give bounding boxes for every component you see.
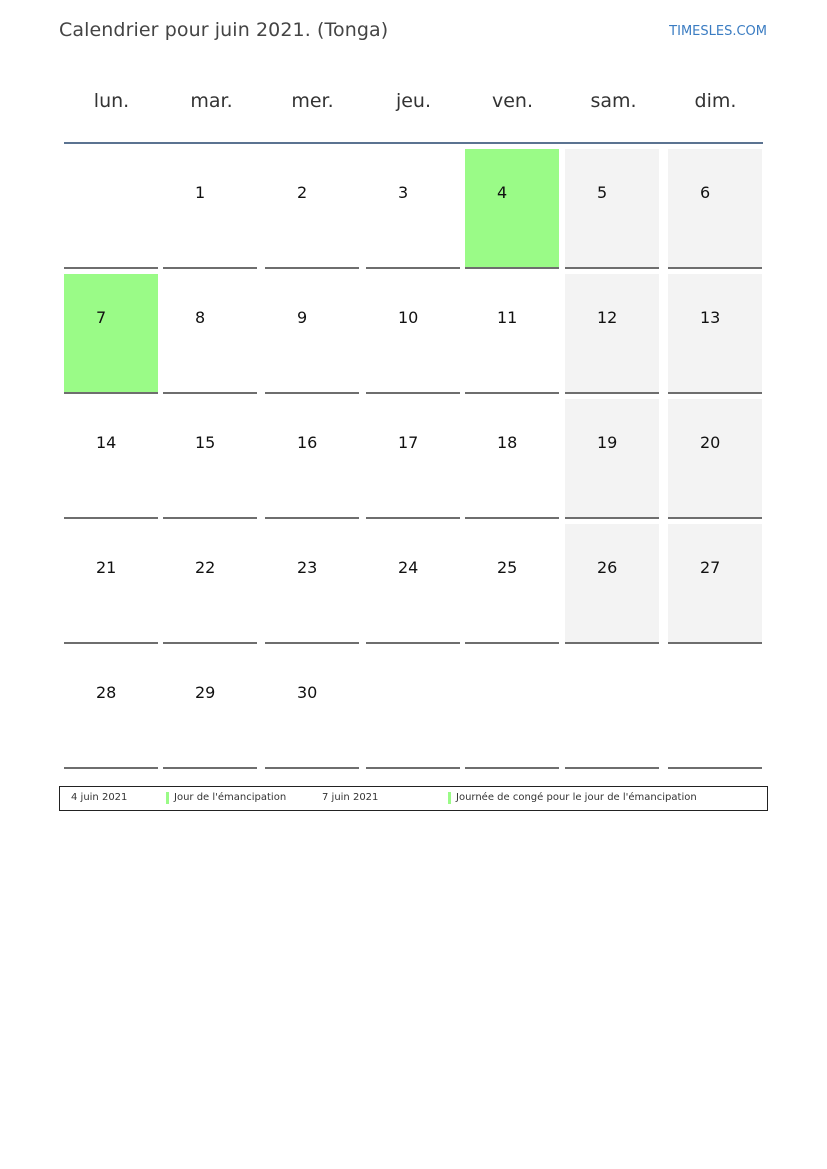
holiday-marker	[448, 792, 451, 804]
cell-divider	[163, 517, 257, 519]
day-number: 25	[497, 558, 518, 577]
cell-divider	[163, 267, 257, 269]
day-number: 20	[700, 433, 721, 452]
day-cell[interactable]	[265, 524, 359, 644]
weekday-label: mar.	[190, 90, 233, 112]
legend-holiday-name: Journée de congé pour le jour de l'émancipation	[456, 792, 697, 803]
legend-holiday-name: Jour de l'émancipation	[174, 792, 287, 803]
day-cell[interactable]	[465, 399, 559, 519]
day-number: 12	[597, 308, 618, 327]
day-cell[interactable]	[265, 274, 359, 394]
day-cell[interactable]	[565, 274, 659, 394]
day-number: 30	[297, 683, 318, 702]
day-cell[interactable]	[465, 524, 559, 644]
day-cell[interactable]	[565, 399, 659, 519]
day-cell[interactable]	[366, 274, 460, 394]
cell-divider	[366, 517, 460, 519]
day-cell[interactable]	[163, 399, 257, 519]
cell-divider	[668, 642, 762, 644]
weekday-label: dim.	[694, 90, 737, 112]
header-divider	[64, 142, 763, 144]
cell-divider	[565, 267, 659, 269]
day-cell[interactable]	[163, 149, 257, 269]
day-cell[interactable]	[366, 524, 460, 644]
cell-divider	[265, 267, 359, 269]
day-cell[interactable]	[668, 399, 762, 519]
empty-day-cell	[465, 649, 559, 769]
cell-divider	[668, 392, 762, 394]
day-number: 14	[96, 433, 117, 452]
cell-divider	[565, 642, 659, 644]
day-number: 15	[195, 433, 216, 452]
day-number: 29	[195, 683, 216, 702]
day-number: 3	[398, 183, 409, 202]
cell-divider	[668, 767, 762, 769]
day-number: 28	[96, 683, 117, 702]
day-number: 17	[398, 433, 419, 452]
day-number: 18	[497, 433, 518, 452]
cell-divider	[64, 642, 158, 644]
day-cell[interactable]	[163, 274, 257, 394]
day-number: 7	[96, 308, 107, 327]
day-number: 22	[195, 558, 216, 577]
day-number: 21	[96, 558, 117, 577]
day-number: 11	[497, 308, 518, 327]
cell-divider	[465, 767, 559, 769]
weekday-label: mer.	[291, 90, 334, 112]
day-number: 6	[700, 183, 711, 202]
cell-divider	[366, 767, 460, 769]
cell-divider	[64, 517, 158, 519]
day-cell[interactable]	[64, 649, 158, 769]
day-number: 26	[597, 558, 618, 577]
weekday-label: jeu.	[395, 90, 432, 112]
weekday-label: lun.	[93, 90, 130, 112]
empty-day-cell	[668, 649, 762, 769]
empty-day-cell	[366, 649, 460, 769]
day-number: 24	[398, 558, 419, 577]
day-number: 8	[195, 308, 206, 327]
empty-day-cell	[64, 149, 158, 269]
day-cell[interactable]	[366, 399, 460, 519]
day-cell[interactable]	[163, 649, 257, 769]
cell-divider	[163, 642, 257, 644]
cell-divider	[64, 767, 158, 769]
day-cell[interactable]	[64, 274, 158, 394]
cell-divider	[64, 392, 158, 394]
day-number: 27	[700, 558, 721, 577]
day-number: 23	[297, 558, 318, 577]
day-number: 10	[398, 308, 419, 327]
day-cell[interactable]	[668, 274, 762, 394]
day-cell[interactable]	[265, 399, 359, 519]
brand-link[interactable]: TIMESLES.COM	[669, 24, 767, 39]
day-number: 9	[297, 308, 308, 327]
cell-divider	[366, 392, 460, 394]
day-cell[interactable]	[64, 399, 158, 519]
cell-divider	[163, 767, 257, 769]
day-cell[interactable]	[668, 524, 762, 644]
cell-divider	[668, 267, 762, 269]
cell-divider	[668, 517, 762, 519]
legend-date: 4 juin 2021	[71, 792, 128, 803]
cell-divider	[265, 767, 359, 769]
day-number: 1	[195, 183, 206, 202]
cell-divider	[465, 392, 559, 394]
day-number: 19	[597, 433, 618, 452]
cell-divider	[366, 267, 460, 269]
cell-divider	[163, 392, 257, 394]
day-cell[interactable]	[265, 149, 359, 269]
empty-day-cell	[565, 649, 659, 769]
cell-divider	[565, 392, 659, 394]
page-title: Calendrier pour juin 2021. (Tonga)	[59, 19, 389, 41]
holiday-legend	[59, 786, 768, 811]
cell-divider	[265, 392, 359, 394]
day-cell[interactable]	[366, 149, 460, 269]
cell-divider	[366, 642, 460, 644]
cell-divider	[64, 267, 158, 269]
cell-divider	[565, 767, 659, 769]
day-cell[interactable]	[265, 649, 359, 769]
cell-divider	[465, 267, 559, 269]
weekday-header	[64, 90, 763, 120]
day-number: 13	[700, 308, 721, 327]
day-cell[interactable]	[565, 149, 659, 269]
day-cell[interactable]	[465, 274, 559, 394]
cell-divider	[265, 642, 359, 644]
day-cell[interactable]	[565, 524, 659, 644]
day-number: 4	[497, 183, 508, 202]
weekday-label: sam.	[590, 90, 637, 112]
cell-divider	[265, 517, 359, 519]
legend-date: 7 juin 2021	[322, 792, 379, 803]
holiday-marker	[166, 792, 169, 804]
day-number: 2	[297, 183, 308, 202]
calendar-grid	[64, 149, 763, 770]
day-cell[interactable]	[163, 524, 257, 644]
cell-divider	[565, 517, 659, 519]
cell-divider	[465, 642, 559, 644]
day-number: 16	[297, 433, 318, 452]
day-cell[interactable]	[465, 149, 559, 269]
weekday-label: ven.	[491, 90, 533, 112]
cell-divider	[465, 517, 559, 519]
day-cell[interactable]	[64, 524, 158, 644]
day-number: 5	[597, 183, 608, 202]
day-cell[interactable]	[668, 149, 762, 269]
